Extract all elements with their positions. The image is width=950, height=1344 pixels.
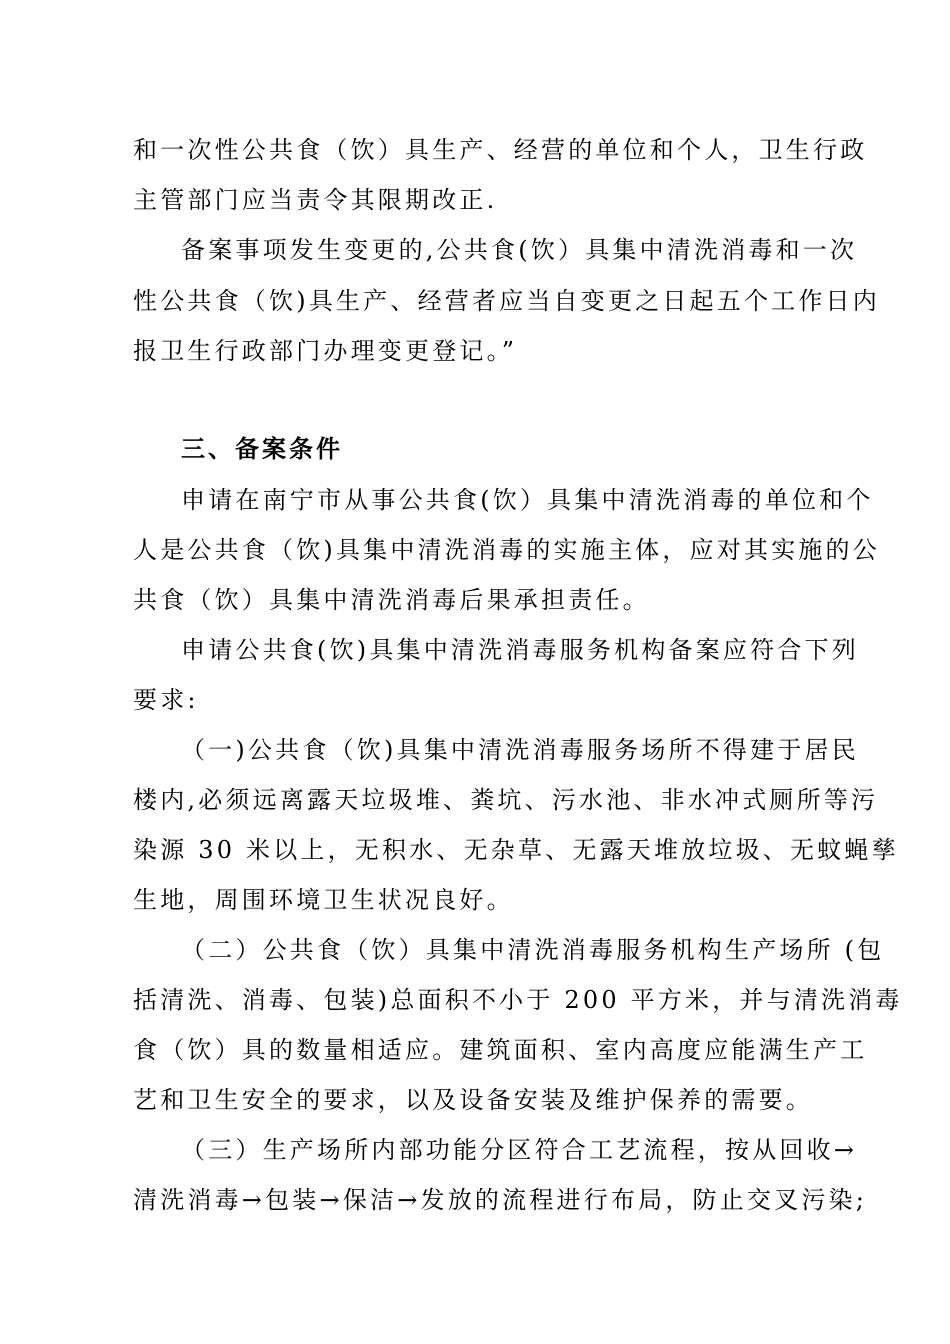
paragraph-line: 备案事项发生变更的,公共食(饮）具集中清洗消毒和一次	[181, 236, 858, 264]
paragraph-line: 共食（饮）具集中清洗消毒后果承担责任。	[133, 586, 650, 614]
paragraph-line: （一)公共食（饮)具集中清洗消毒服务场所不得建于居民	[181, 736, 859, 764]
paragraph-line: 人是公共食（饮)具集中清洗消毒的实施主体，应对其实施的公	[133, 536, 880, 564]
paragraph-line: 染源 30 米以上，无积水、无杂草、无露天堆放垃圾、无蚊蝇孳	[133, 836, 899, 864]
paragraph-line: 性公共食（饮)具生产、经营者应当自变更之日起五个工作日内	[133, 287, 880, 315]
paragraph-line: 食（饮）具的数量相适应。建筑面积、室内高度应能满生产工	[133, 1036, 868, 1064]
paragraph-line: 楼内,必须远离露天垃圾堆、粪坑、污水池、非水冲式厕所等污	[133, 786, 879, 814]
paragraph-line: 艺和卫生安全的要求，以及设备安装及维护保养的需要。	[133, 1086, 813, 1114]
paragraph-line: （三）生产场所内部功能分区符合工艺流程，按从回收→	[181, 1136, 858, 1164]
paragraph-line: 申请在南宁市从事公共食(饮）具集中清洗消毒的单位和个	[181, 486, 874, 514]
paragraph-line: 要求:	[133, 686, 199, 714]
paragraph-line: 主管部门应当责令其限期改正.	[133, 186, 498, 214]
paragraph-line: 申请公共食(饮)具集中清洗消毒服务机构备案应符合下列	[181, 636, 859, 664]
paragraph-line: （二）公共食（饮）具集中清洗消毒服务机构生产场所 (包	[181, 936, 885, 964]
paragraph-line: 生地，周围环境卫生状况良好。	[133, 886, 514, 914]
section-heading: 三、备案条件	[181, 434, 343, 463]
paragraph-line: 括清洗、消毒、包装)总面积不小于 200 平方米，并与清洗消毒	[133, 986, 903, 1014]
paragraph-line: 清洗消毒→包装→保洁→发放的流程进行布局，防止交叉污染;	[133, 1186, 868, 1214]
paragraph-line: 和一次性公共食（饮）具生产、经营的单位和个人，卫生行政	[133, 136, 868, 164]
paragraph-line: 报卫生行政部门办理变更登记。”	[133, 337, 518, 365]
